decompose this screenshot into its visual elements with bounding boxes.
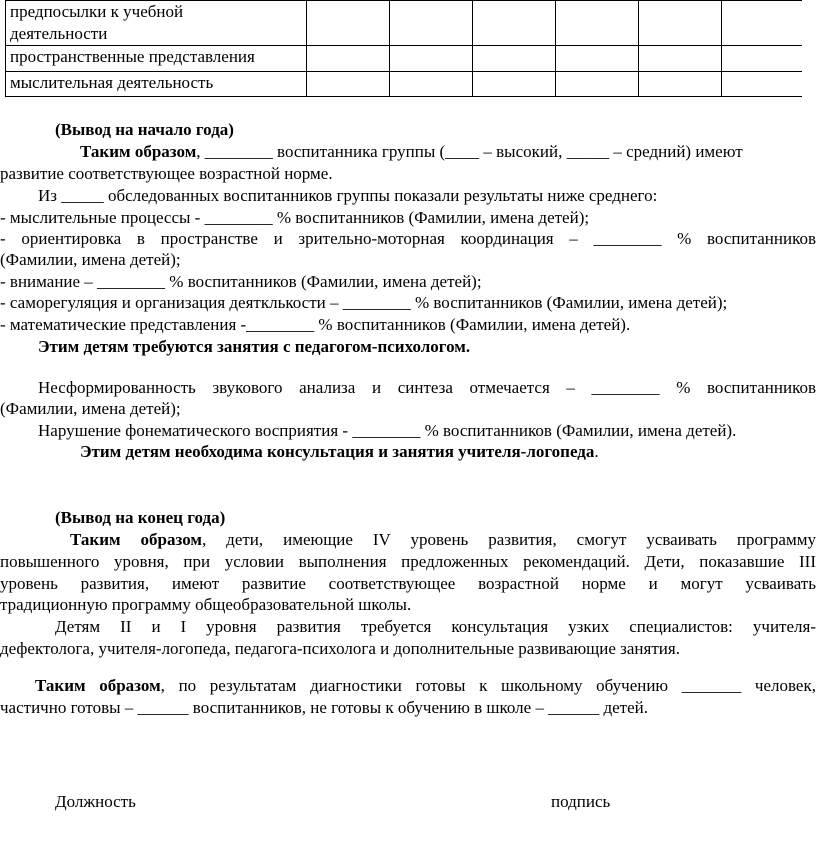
start-heading: (Вывод на начало года) [55, 120, 234, 139]
end-p1-line3: уровень развития, имеют развитие соответствующее возрастной норме и могут усваивать [0, 574, 816, 593]
table-row [6, 1, 803, 46]
end-p1-line2: повышенного уровня, при условии выполнения предложенных рекомендаций. Дети, показавшие III [0, 552, 816, 571]
table-row [6, 72, 803, 97]
table-cell [722, 72, 803, 97]
table-cell [722, 1, 803, 46]
start-p2: Из _____ обследованных воспитанников группы показали результаты ниже среднего: [38, 186, 658, 205]
start-p3-line2: (Фамилии, имена детей); [0, 399, 181, 418]
end-p1-bold: Таким образом [70, 530, 202, 549]
end-p3-bold: Таким образом [35, 676, 161, 695]
start-p1-line1: Таким образом, ________ воспитанника группы (____ – высокий, _____ – средний) имеют [80, 142, 743, 161]
table-cell [722, 46, 803, 72]
start-bullet-selfregulation: - саморегуляция и организация деятклькости – ________ % воспитанников (Фамилии, имена детей); [0, 293, 728, 312]
table-row-label: предпосылки к учебной деятельности [6, 1, 307, 46]
start-bullet-thinking: - мыслительные процессы - ________ % воспитанников (Фамилии, имена детей); [0, 208, 590, 227]
assessment-table [5, 0, 802, 97]
position-label: Должность [55, 792, 136, 811]
end-heading: (Вывод на конец года) [55, 508, 226, 527]
start-p1-bold: Таким образом [80, 142, 197, 161]
table-cell [556, 1, 639, 46]
start-bullet-math: - математические представления -________ % воспитанников (Фамилии, имена детей). [0, 315, 631, 334]
signature-label: подпись [551, 792, 611, 811]
start-note-speech-therapist: Этим детям необходима консультация и занятия учителя-логопеда. [80, 442, 599, 461]
start-note-psychologist: Этим детям требуются занятия с педагогом-психологом. [38, 337, 471, 356]
end-p3-line2: частично готовы – ______ воспитанников, не готовы к обучению в школе – ______ детей. [0, 698, 648, 717]
end-p3-line1: Таким образом, по результатам диагностики готовы к школьному обучению _______ человек, [35, 676, 816, 695]
start-p3-line1: Несформированность звукового анализа и синтеза отмечается – ________ % воспитанников [38, 378, 816, 397]
table-cell [307, 46, 390, 72]
table-cell [390, 1, 473, 46]
end-p2-line2: дефектолога, учителя-логопеда, педагога-психолога и дополнительные развивающие занятия. [0, 639, 680, 658]
table-cell [556, 72, 639, 97]
table-cell [556, 46, 639, 72]
table-cell [639, 46, 722, 72]
start-bullet-orientation-line1: - ориентировка в пространстве и зрительно-моторная координация – ________ % воспитанников [0, 229, 816, 248]
start-p1-line2: развитие соответствующее возрастной норме. [0, 164, 333, 183]
start-bullet-attention: - внимание – ________ % воспитанников (Фамилии, имена детей); [0, 272, 482, 291]
table-row-label: пространственные представления [6, 46, 307, 72]
table-cell [390, 46, 473, 72]
end-p1-line1: Таким образом, дети, имеющие IV уровень развития, смогут усваивать программу [70, 530, 816, 549]
table-cell [473, 46, 556, 72]
start-bullet-orientation-line2: (Фамилии, имена детей); [0, 250, 181, 269]
end-p2-line1: Детям II и I уровня развития требуется консультация узких специалистов: учителя- [55, 617, 816, 636]
table-cell [390, 72, 473, 97]
table-row-label: мыслительная деятельность [6, 72, 307, 97]
end-p1-line4: традиционную программу общеобразовательной школы. [0, 595, 412, 614]
table-cell [639, 1, 722, 46]
table-cell [473, 1, 556, 46]
table-cell [639, 72, 722, 97]
start-p4: Нарушение фонематического восприятия - ________ % воспитанников (Фамилии, имена детей). [38, 421, 737, 440]
table-cell [473, 72, 556, 97]
table-cell [307, 1, 390, 46]
table-row [6, 46, 803, 72]
table-cell [307, 72, 390, 97]
